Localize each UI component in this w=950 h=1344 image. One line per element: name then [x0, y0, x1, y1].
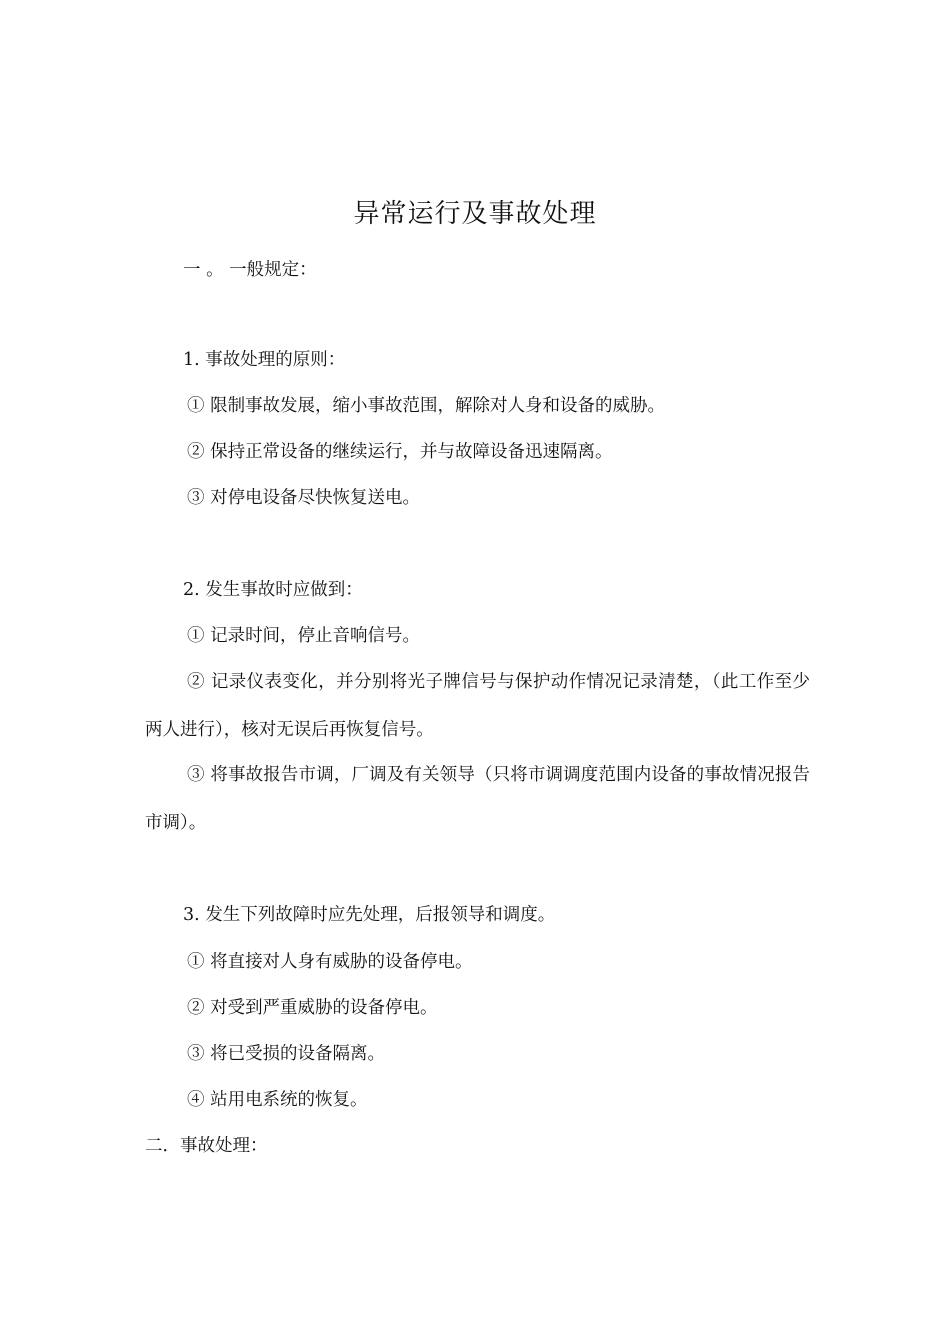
- item-3-point-1: ① 将直接对人身有威胁的设备停电。: [187, 952, 473, 972]
- item-2-heading: 2. 发生事故时应做到：: [183, 580, 363, 600]
- item-1-point-3: ③ 对停电设备尽快恢复送电。: [187, 488, 421, 508]
- item-3-heading: 3. 发生下列故障时应先处理，后报领导和调度。: [183, 905, 556, 925]
- item-2-point-2: ② 记录仪表变化，并分别将光子牌信号与保护动作情况记录清楚，（此工作至少两人进行），核对无误后再恢复信号。: [145, 672, 810, 740]
- item-2-point-1: ① 记录时间，停止音响信号。: [187, 626, 421, 646]
- item-1-point-1: ① 限制事故发展，缩小事故范围，解除对人身和设备的威胁。: [187, 396, 666, 416]
- item-1-point-2: ② 保持正常设备的继续运行，并与故障设备迅速隔离。: [187, 442, 613, 462]
- item-3-point-2: ② 对受到严重威胁的设备停电。: [187, 998, 438, 1018]
- item-1-heading: 1. 事故处理的原则：: [183, 350, 346, 370]
- section-1-heading: 一 。 一般规定：: [183, 260, 317, 280]
- item-3-point-4: ④ 站用电系统的恢复。: [187, 1090, 368, 1110]
- item-2-point-3: ③ 将事故报告市调，厂调及有关领导（只将市调调度范围内设备的事故情况报告市调）。: [145, 765, 810, 833]
- item-3-point-3: ③ 将已受损的设备隔离。: [187, 1044, 386, 1064]
- document-title: 异常运行及事故处理: [353, 199, 597, 229]
- section-2-heading: 二．事故处理：: [145, 1136, 268, 1156]
